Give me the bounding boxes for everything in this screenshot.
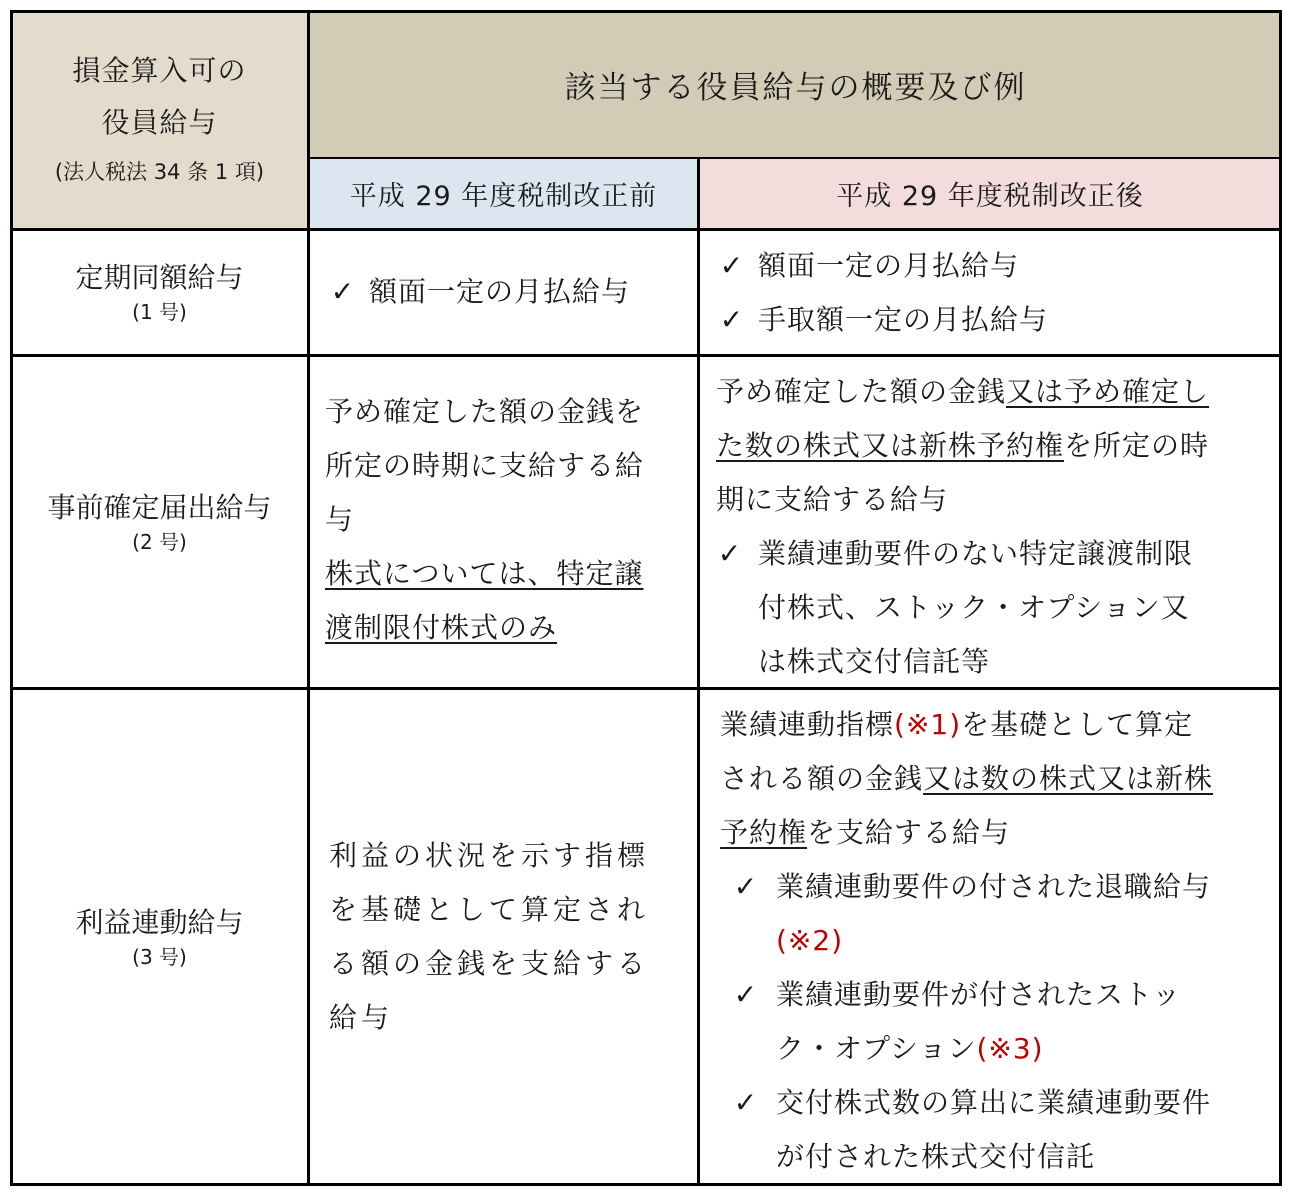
check-icon: ✓ — [330, 275, 356, 308]
row-fixed-salary-after — [698, 229, 1282, 355]
header-before-reform: 平成 29 年度税制改正前 — [309, 158, 698, 229]
row-advance-notice-after: 予め確定した額の金銭又は予め確定し た数の株式又は新株予約権を所定の時 期に支給する給与 ✓ 業績連動要件のない特定譲渡制限 付株式、ストック・オプション又 は株式交付信託等 — [698, 355, 1282, 688]
border-bottom — [10, 1183, 1282, 1186]
divider-header-sub — [309, 157, 1282, 159]
header-after-reform: 平成 29 年度税制改正後 — [698, 158, 1282, 229]
check-item: ✓ 業績連動要件のない特定譲渡制限 付株式、ストック・オプション又 は株式交付信託等 — [702, 527, 1282, 689]
check-item: ✓ 手取額一定の月払給与 — [698, 293, 1282, 347]
check-icon: ✓ — [733, 1086, 759, 1119]
divider-row2 — [10, 687, 1282, 690]
check-icon: ✓ — [719, 249, 745, 282]
check-item: ✓ 業績連動要件の付された退職給与 (※2) — [716, 860, 1282, 968]
row-fixed-salary-before — [309, 229, 698, 355]
check-icon: ✓ — [733, 870, 759, 903]
header-main-title: 該当する役員給与の概要及び例 — [309, 10, 1282, 158]
check-item: ✓ 業績連動要件が付されたストッ ク・オプション(※3) — [716, 968, 1282, 1076]
border-left — [10, 10, 13, 1186]
note-ref-3: (※3) — [976, 1032, 1044, 1065]
note-ref-1: (※1) — [894, 708, 962, 741]
check-item: ✓ 額面一定の月払給与 — [309, 265, 630, 319]
header-col1-line2: 役員給与 — [101, 105, 218, 139]
divider-row1 — [10, 354, 1282, 357]
row-profit-linked-after: 業績連動指標(※1)を基礎として算定 される額の金銭又は数の株式又は新株 予約権を支給する給与 ✓ 業績連動要件の付された退職給与 (※2) ✓ 業績連動要件が付されたストッ ク・オプション(※3) ✓ 交付株式数の算出に業績連動要件 が付された株式交付信託 — [698, 688, 1282, 1186]
check-icon: ✓ — [733, 978, 759, 1011]
row-profit-linked-name: 利益連動給与 (3 号) — [75, 906, 244, 969]
check-icon: ✓ — [719, 303, 745, 336]
header-law-ref: (法人税法 34 条 1 項) — [54, 159, 265, 184]
row-fixed-salary-name: 定期同額給与 (1 号) — [75, 261, 244, 324]
row-advance-notice-name: 事前確定届出給与 (2 号) — [47, 490, 272, 554]
border-right — [1279, 10, 1282, 1186]
check-item: ✓ 額面一定の月払給与 — [698, 239, 1282, 293]
divider-col2 — [697, 158, 700, 1186]
check-icon: ✓ — [717, 537, 743, 570]
header-col1-line1: 損金算入可の — [72, 53, 247, 87]
compensation-table — [10, 10, 1282, 1186]
row-advance-notice-before: 予め確定した額の金銭を 所定の時期に支給する給 与 株式については、特定譲 渡制限付株式のみ — [325, 395, 645, 644]
check-item: ✓ 交付株式数の算出に業績連動要件 が付された株式交付信託 — [716, 1076, 1282, 1184]
divider-header — [10, 228, 1282, 231]
header-col1 — [10, 10, 309, 229]
note-ref-2: (※2) — [776, 924, 844, 957]
row-profit-linked-before: 利益の状況を示す指標 を基礎として算定され る額の金銭を支給する 給与 — [329, 839, 650, 1034]
border-top — [10, 10, 1282, 13]
divider-col1 — [307, 10, 310, 1186]
